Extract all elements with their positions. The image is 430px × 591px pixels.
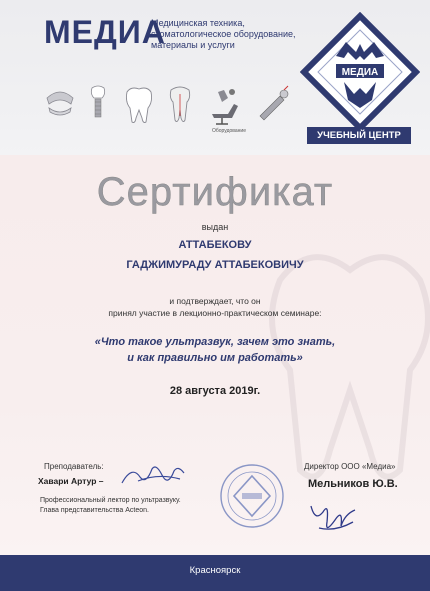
teacher-description-1: Профессиональный лектор по ультразвуку. [40,497,181,504]
dental-icons-row [44,84,304,129]
teacher-signature [118,459,188,491]
dentures-icon [44,84,76,120]
tagline-line-3: материалы и услуги [151,40,235,50]
certificate-title: Сертификат [96,170,334,214]
media-emblem-icon [300,12,420,132]
company-stamp [218,462,286,530]
director-label: Директор ООО «Медиа» [304,462,396,471]
brand-logo: МЕДИА [44,14,166,50]
teacher-description-2: Глава представительства Acteon. [40,507,149,514]
tooth-crown-icon [122,84,156,126]
seminar-topic-line-2: и как правильно им работать» [127,352,303,364]
director-name: Мельников Ю.В. [308,478,398,490]
recipient-surname: АТТАБЕКОВУ [178,239,252,251]
emblem-label: МЕДИА [341,67,379,78]
tagline-line-2: стоматологическое оборудование, [151,29,296,39]
training-center-label: УЧЕБНЫЙ ЦЕНТР [307,127,411,144]
tooth-watermark-icon [250,240,430,500]
tooth-root-icon [166,84,194,126]
dental-instrument-icon [254,84,294,124]
teacher-label: Преподаватель: [44,462,104,471]
seminar-topic-line-1: «Что такое ультразвук, зачем это знать, [94,336,336,348]
icons-caption: Оборудование [212,128,247,134]
confirm-line-1: и подтверждает, что он [169,296,261,306]
issued-text: выдан [201,222,229,232]
city-label: Красноярск [189,565,241,576]
teacher-name: Хавари Артур – [38,476,104,486]
brand-tagline [151,18,301,51]
recipient-given-names: ГАДЖИМУРАДУ АТТАБЕКОВИЧУ [126,259,304,271]
confirm-line-2: принял участие в лекционно-практическом семинаре: [108,308,322,318]
implant-icon [84,84,112,124]
tagline-line-1: Медицинская техника, [151,18,245,28]
director-signature [305,492,365,537]
seminar-date: 28 августа 2019г. [169,385,261,397]
dental-chair-icon [204,84,244,126]
